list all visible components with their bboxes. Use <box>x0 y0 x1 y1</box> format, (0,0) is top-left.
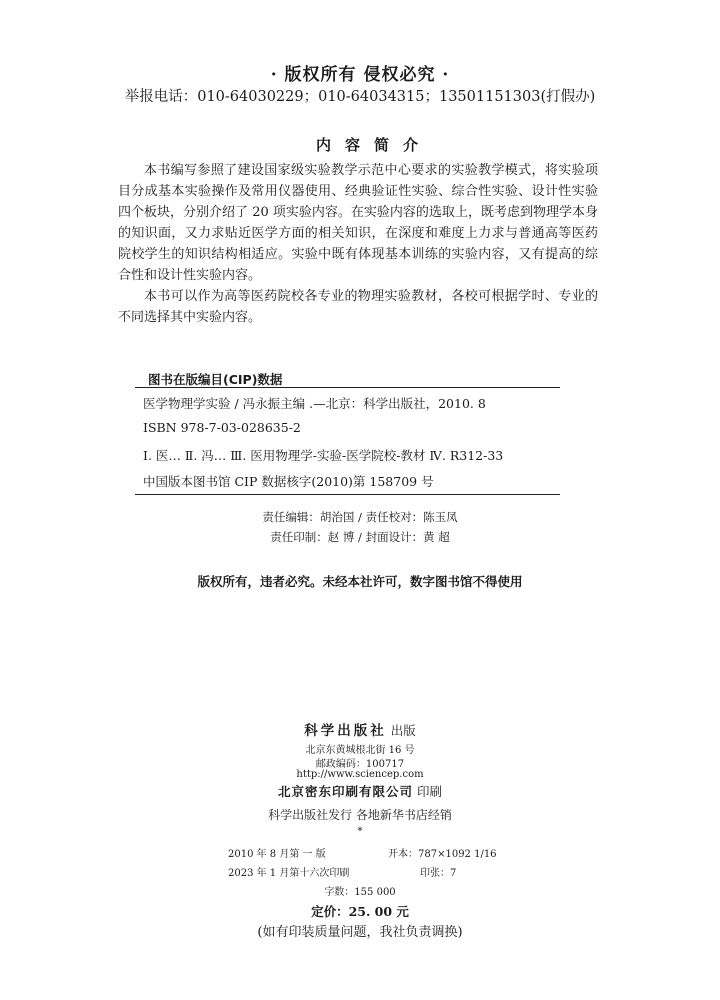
report-phone: 举报电话：010-64030229；010-64034315；13501151303(打假办) <box>124 89 596 105</box>
publisher-url: http://www.sciencep.com <box>296 769 424 780</box>
summary-text <box>118 160 598 328</box>
printed-sheets: 印张：7 <box>420 868 457 879</box>
cip-classification: Ⅰ. 医… Ⅱ. 冯… Ⅲ. 医用物理学-实验-医学院校-教材 Ⅳ. R312-33 <box>143 448 504 463</box>
word-count: 字数：155 000 <box>324 887 396 898</box>
publisher-name: 科学出版社 <box>304 723 387 739</box>
printing-line <box>228 864 456 879</box>
return-note: (如有印装质量问题，我社负责调换) <box>257 925 463 940</box>
printing-number: 2023 年 1 月第十六次印刷 <box>228 868 350 879</box>
publisher-suffix: 出版 <box>390 723 416 738</box>
usage-notice: 版权所有，违者必究。未经本社许可，数字图书馆不得使用 <box>197 574 523 589</box>
publisher-postcode: 邮政编码：100717 <box>315 759 405 770</box>
summary-paragraph: 本书可以作为高等医药院校各专业的物理实验教材，各校可根据学时、专业的不同选择其中实验内容。 <box>118 289 598 325</box>
cip-divider <box>135 387 560 388</box>
cip-number: 中国版本图书馆 CIP 数据核字(2010)第 158709 号 <box>143 474 434 489</box>
separator-star: * <box>357 826 363 837</box>
cip-isbn: ISBN 978-7-03-028635-2 <box>143 420 301 435</box>
summary-paragraph: 本书编写参照了建设国家级实验教学示范中心要求的实验教学模式，将实验项目分成基本实验操作及常用仪器使用、经典验证性实验、综合性实验、设计性实验四个板块，分别介绍了 20 项实验内容。在实验内容的选取上，既考虑到物理学本身的知识面，又力求贴近医学方面的相关知识，在深度和难度上力求与普通高等医药院校学生的知识结构相适应。实验中既有体现基本训练的实验内容，又有提高的综合性和设计性实验内容。 <box>118 163 598 283</box>
book-format: 开本：787×1092 1/16 <box>388 849 497 860</box>
summary-heading: 内容简介 <box>315 136 432 154</box>
editor-credits: 责任编辑：胡治国 / 责任校对：陈玉凤 <box>262 510 458 524</box>
printer-line <box>0 782 720 800</box>
publisher-line <box>0 719 720 739</box>
edition-line <box>228 845 497 860</box>
cip-heading: 图书在版编目(CIP)数据 <box>148 372 283 387</box>
distribution-line: 科学出版社发行 各地新华书店经销 <box>268 808 452 822</box>
price: 定价：25. 00 元 <box>311 904 409 919</box>
publisher-address: 北京东黄城根北街 16 号 <box>305 745 415 756</box>
printer-suffix: 印刷 <box>416 784 442 799</box>
first-edition: 2010 年 8 月第 一 版 <box>228 849 326 860</box>
copyright-title: · 版权所有 侵权必究 · <box>270 65 450 85</box>
cip-divider <box>135 494 560 495</box>
cip-title-line: 医学物理学实验 / 冯永振主编 .—北京：科学出版社，2010. 8 <box>143 396 486 411</box>
production-credits: 责任印制：赵 博 / 封面设计：黄 超 <box>270 530 450 544</box>
printer-name: 北京密东印刷有限公司 <box>277 784 413 799</box>
